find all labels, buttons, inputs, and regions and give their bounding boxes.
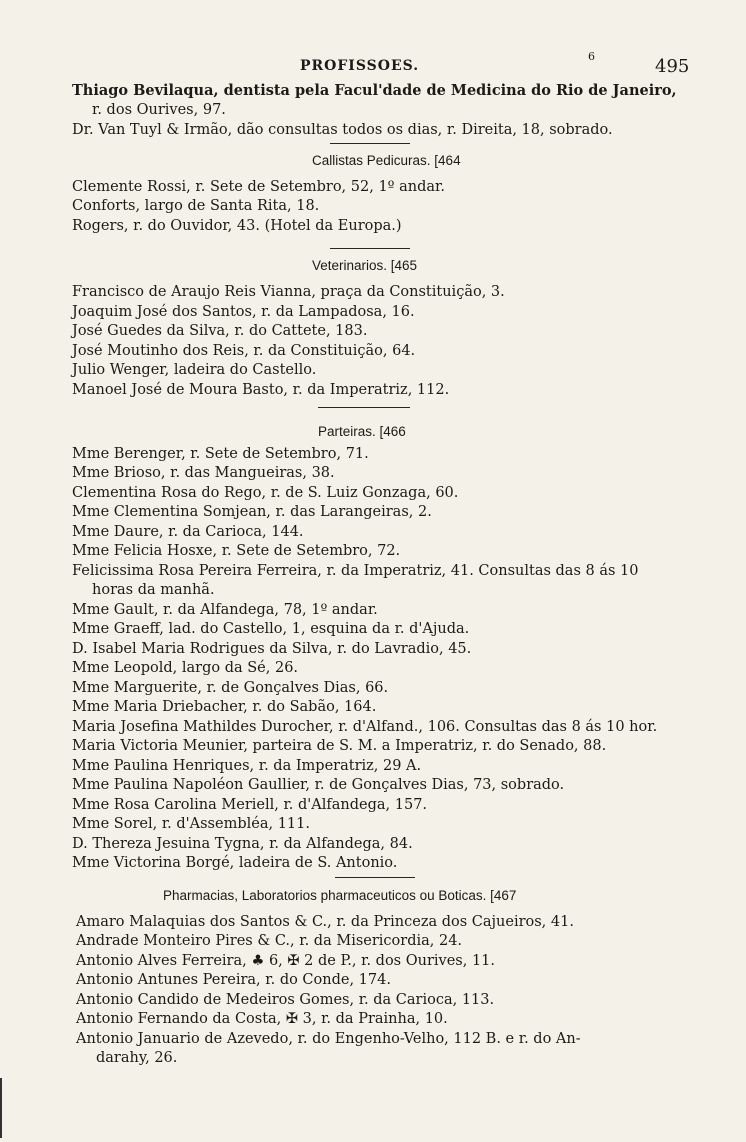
entry-line: Joaquim José dos Santos, r. da Lampadosa, 16. [72, 304, 415, 320]
entry-line: Amaro Malaquias dos Santos & C., r. da Princeza dos Cajueiros, 41. [76, 914, 574, 930]
entry-continuation: horas da manhã. [92, 582, 215, 598]
entry-line: Mme Maria Driebacher, r. do Sabão, 164. [72, 699, 377, 715]
entry-line: Mme Rosa Carolina Meriell, r. d'Alfandega, 157. [72, 797, 428, 813]
margin-mark: 6 [588, 50, 595, 63]
section-rule [330, 143, 410, 144]
entry-line: Maria Josefina Mathildes Durocher, r. d'Alfand., 106. Consultas das 8 ás 10 hor. [72, 719, 658, 735]
entry-line: D. Isabel Maria Rodrigues da Silva, r. do Lavradio, 45. [72, 641, 472, 657]
entry-continuation: darahy, 26. [96, 1050, 178, 1066]
entry-line: Mme Paulina Napoléon Gaullier, r. de Gonçalves Dias, 73, sobrado. [72, 777, 565, 793]
entry-line: Antonio Antunes Pereira, r. do Conde, 174. [76, 972, 391, 988]
entry-line: José Moutinho dos Reis, r. da Constituição, 64. [72, 343, 416, 359]
section-title-veterinarios: Veterinarios. [465 [312, 258, 418, 273]
entry-line: Andrade Monteiro Pires & C., r. da Misericordia, 24. [76, 933, 463, 949]
section-title-parteiras: Parteiras. [466 [318, 424, 406, 439]
entry-line: José Guedes da Silva, r. do Cattete, 183. [72, 323, 368, 339]
entry-continuation: r. dos Ourives, 97. [92, 102, 226, 118]
entry-line: Clementina Rosa do Rego, r. de S. Luiz Gonzaga, 60. [72, 485, 459, 501]
entry-line: Mme Daure, r. da Carioca, 144. [72, 524, 304, 540]
entry-line: Mme Leopold, largo da Sé, 26. [72, 660, 299, 676]
entry-line: Rogers, r. do Ouvidor, 43. (Hotel da Europa.) [72, 218, 402, 234]
section-title-callistas: Callistas Pedicuras. [464 [312, 153, 461, 168]
running-title: PROFISSOES. [300, 58, 420, 74]
entry-line: Maria Victoria Meunier, parteira de S. M. a Imperatriz, r. do Senado, 88. [72, 738, 607, 754]
section-rule [330, 248, 410, 249]
entry-line: Mme Marguerite, r. de Gonçalves Dias, 66. [72, 680, 389, 696]
entry-line: Antonio Candido de Medeiros Gomes, r. da Carioca, 113. [76, 992, 495, 1008]
page-number: 495 [655, 56, 690, 77]
entry-line: Antonio Fernando da Costa, ✠ 3, r. da Prainha, 10. [76, 1011, 448, 1027]
entry-line: Mme Paulina Henriques, r. da Imperatriz, 29 A. [72, 758, 422, 774]
entry-line: Julio Wenger, ladeira do Castello. [72, 362, 317, 378]
entry-line: Antonio Alves Ferreira, ♣ 6, ✠ 2 de P., r. dos Ourives, 11. [76, 953, 496, 969]
entry-line: Mme Berenger, r. Sete de Setembro, 71. [72, 446, 369, 462]
entry-line: Manoel José de Moura Basto, r. da Imperatriz, 112. [72, 382, 450, 398]
entry-line: Mme Victorina Borgé, ladeira de S. Antonio. [72, 855, 398, 871]
section-title-pharmacias: Pharmacias, Laboratorios pharmaceuticos ou Boticas. [467 [163, 888, 517, 903]
page-header [0, 50, 746, 80]
entry-line: Dr. Van Tuyl & Irmão, dão consultas todos os dias, r. Direita, 18, sobrado. [72, 122, 613, 138]
entry-line: Mme Felicia Hosxe, r. Sete de Setembro, 72. [72, 543, 401, 559]
section-rule [335, 877, 415, 878]
page-edge-shadow [0, 1078, 2, 1138]
entry-line: Francisco de Araujo Reis Vianna, praça da Constituição, 3. [72, 284, 505, 300]
entry-line: Clemente Rossi, r. Sete de Setembro, 52, 1º andar. [72, 179, 445, 195]
entry-line: Mme Clementina Somjean, r. das Larangeiras, 2. [72, 504, 432, 520]
entry-line: Conforts, largo de Santa Rita, 18. [72, 198, 320, 214]
entry-line: Mme Sorel, r. d'Assembléa, 111. [72, 816, 310, 832]
section-rule [318, 407, 410, 408]
entry-line: Felicissima Rosa Pereira Ferreira, r. da Imperatriz, 41. Consultas das 8 ás 10 [72, 563, 639, 579]
entry-line: Mme Graeff, lad. do Castello, 1, esquina da r. d'Ajuda. [72, 621, 470, 637]
entry-line: Antonio Januario de Azevedo, r. do Engenho-Velho, 112 B. e r. do An- [76, 1031, 581, 1047]
entry-line: Mme Gault, r. da Alfandega, 78, 1º andar. [72, 602, 378, 618]
entry-line: D. Thereza Jesuina Tygna, r. da Alfandega, 84. [72, 836, 413, 852]
entry-line: Mme Brioso, r. das Mangueiras, 38. [72, 465, 335, 481]
entry-line: Thiago Bevilaqua, dentista pela Facul'dade de Medicina do Rio de Janeiro, [72, 82, 677, 99]
